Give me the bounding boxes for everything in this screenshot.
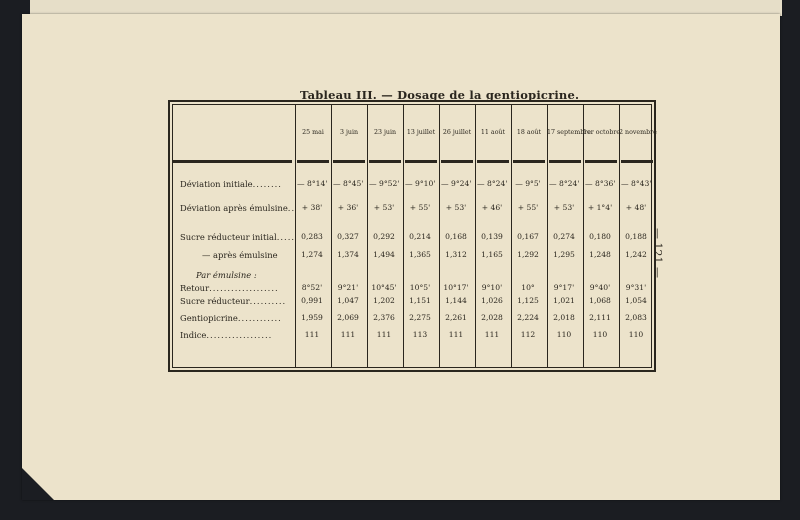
table-cell: 9°40' [589, 283, 611, 292]
header-rule [333, 160, 365, 163]
table-cell: — 8°24' [549, 179, 580, 188]
table-cell: 0,214 [409, 232, 431, 241]
row-label [180, 203, 295, 213]
row-label-text: Retour [180, 283, 210, 293]
table-cell: 2,376 [373, 313, 395, 322]
table-cell: + 55' [409, 203, 431, 212]
row-label-text: Sucre réducteur initial [180, 232, 277, 242]
table-cell: 9°21' [337, 283, 359, 292]
table-cell: 2,275 [409, 313, 431, 322]
table-cell: 111 [484, 330, 500, 339]
table-cell: — 9°10' [405, 179, 436, 188]
column-header: 11 août [480, 129, 506, 136]
table-cell: + 53' [445, 203, 467, 212]
column-header: 26 juillet [442, 129, 472, 136]
table-cell: 2,224 [517, 313, 539, 322]
header-rule [441, 160, 473, 163]
table-cell: 1,248 [589, 250, 611, 259]
table-cell: — 9°52' [369, 179, 400, 188]
table-cell: 1,202 [373, 296, 395, 305]
header-rule [621, 160, 653, 163]
table-cell: 0,327 [337, 232, 359, 241]
column-header: 18 août [516, 129, 542, 136]
table-cell: — 9°5' [515, 179, 541, 188]
table-cell: 0,283 [301, 232, 323, 241]
row-label-text: Déviation après émulsine [180, 203, 288, 213]
table-cell: 0,292 [373, 232, 395, 241]
table-cell: 9°17' [553, 283, 575, 292]
header-rule [477, 160, 509, 163]
header-rule [173, 160, 292, 163]
table-cell: 1,295 [553, 250, 575, 259]
table-cell: 2,083 [625, 313, 647, 322]
table-cell: — 8°14' [297, 179, 328, 188]
column-header: 2 novembre [619, 129, 657, 136]
table-cell: 110 [592, 330, 608, 339]
table-cell: 1,165 [481, 250, 503, 259]
table-cell: — 8°45' [333, 179, 364, 188]
table-cell: 9°10' [481, 283, 503, 292]
table-cell: 111 [376, 330, 392, 339]
row-label [202, 250, 278, 260]
table-cell: 10°5' [409, 283, 431, 292]
table-cell: 1,047 [337, 296, 359, 305]
table-cell: 111 [448, 330, 464, 339]
table-cell: 9°31' [625, 283, 647, 292]
table-cell: — 8°36' [585, 179, 616, 188]
column-rule [511, 104, 512, 368]
row-label [180, 232, 295, 242]
dot-leader: ........ [252, 179, 282, 189]
table-cell: 2,111 [589, 313, 611, 322]
table-cell: 1,312 [445, 250, 467, 259]
table-cell: 1,151 [409, 296, 431, 305]
table-cell: 1,365 [409, 250, 431, 259]
column-header: 13 juillet [406, 129, 436, 136]
subheading: Par émulsine : [196, 270, 257, 280]
header-rule [297, 160, 329, 163]
table-cell: 1,144 [445, 296, 467, 305]
table-cell: 0,188 [625, 232, 647, 241]
column-rule [403, 104, 404, 368]
table-cell: + 38' [301, 203, 323, 212]
table-cell: + 53' [553, 203, 575, 212]
table-title: Tableau III. — Dosage de la gentiopicrine. [300, 88, 580, 102]
column-rule [439, 104, 440, 368]
column-rule [367, 104, 368, 368]
dot-leader: ..... [276, 232, 296, 242]
dot-leader: .......... [249, 296, 287, 306]
row-label [180, 296, 286, 306]
header-rule [585, 160, 617, 163]
page-corner-fold [22, 468, 54, 500]
column-rule [331, 104, 332, 368]
table-cell: 1,125 [517, 296, 539, 305]
table-cell: 0,168 [445, 232, 467, 241]
table-cell: 10°17' [443, 283, 469, 292]
dot-leader: .. [287, 203, 296, 213]
dot-leader: .................. [206, 330, 273, 340]
row-label [180, 179, 282, 189]
column-header: 17 septembre [547, 129, 591, 136]
row-label [180, 313, 282, 323]
table-cell: 2,018 [553, 313, 575, 322]
table-cell: 110 [628, 330, 644, 339]
column-header: 1er octobre [583, 129, 621, 136]
table-cell: 1,274 [301, 250, 323, 259]
table-cell: 110 [556, 330, 572, 339]
table-cell: 1,068 [589, 296, 611, 305]
table-cell: 0,139 [481, 232, 503, 241]
column-rule [547, 104, 548, 368]
dot-leader: ............ [237, 313, 282, 323]
table-cell: + 48' [625, 203, 647, 212]
table-cell: + 46' [481, 203, 503, 212]
dot-leader: ................... [209, 283, 279, 293]
column-header: 3 juin [339, 129, 359, 136]
column-rule [619, 104, 620, 368]
column-header: 23 juin [373, 129, 397, 136]
column-header: 25 mai [302, 129, 324, 136]
row-label-text: Gentiopicrine [180, 313, 238, 323]
header-rule [405, 160, 437, 163]
table-cell: 2,028 [481, 313, 503, 322]
table-cell: 0,167 [517, 232, 539, 241]
row-label-text: Indice [180, 330, 207, 340]
table-cell: — 8°24' [477, 179, 508, 188]
table-cell: 1,494 [373, 250, 395, 259]
column-rule [295, 104, 296, 368]
table-cell: 2,261 [445, 313, 467, 322]
table-cell: 113 [412, 330, 428, 339]
table-cell: 2,069 [337, 313, 359, 322]
row-label-text: Déviation initiale [180, 179, 253, 189]
table-cell: — 9°24' [441, 179, 472, 188]
table-cell: + 36' [337, 203, 359, 212]
table-cell: 0,991 [301, 296, 323, 305]
table-cell: + 1°4' [587, 203, 613, 212]
header-rule [549, 160, 581, 163]
header-rule [369, 160, 401, 163]
row-label [180, 283, 279, 293]
row-label [180, 330, 272, 340]
table-cell: 0,274 [553, 232, 575, 241]
row-label-text: — après émulsine [202, 250, 278, 260]
page-number: — 121 — [651, 228, 664, 278]
table-cell: — 8°43' [621, 179, 652, 188]
table-cell: 1,054 [625, 296, 647, 305]
table-cell: 8°52' [301, 283, 323, 292]
table-cell: 111 [304, 330, 320, 339]
table-cell: 112 [520, 330, 536, 339]
table-cell: 1,021 [553, 296, 575, 305]
header-rule [513, 160, 545, 163]
table-cell: 1,959 [301, 313, 323, 322]
row-label-text: Sucre réducteur [180, 296, 250, 306]
table-cell: + 53' [373, 203, 395, 212]
table-cell: 10° [521, 283, 535, 292]
table-cell: 111 [340, 330, 356, 339]
table-cell: 10°45' [371, 283, 397, 292]
table-cell: 1,242 [625, 250, 647, 259]
column-rule [583, 104, 584, 368]
table-cell: 1,026 [481, 296, 503, 305]
column-rule [475, 104, 476, 368]
table-cell: 1,292 [517, 250, 539, 259]
table-cell: + 55' [517, 203, 539, 212]
table-cell: 1,374 [337, 250, 359, 259]
table-cell: 0,180 [589, 232, 611, 241]
